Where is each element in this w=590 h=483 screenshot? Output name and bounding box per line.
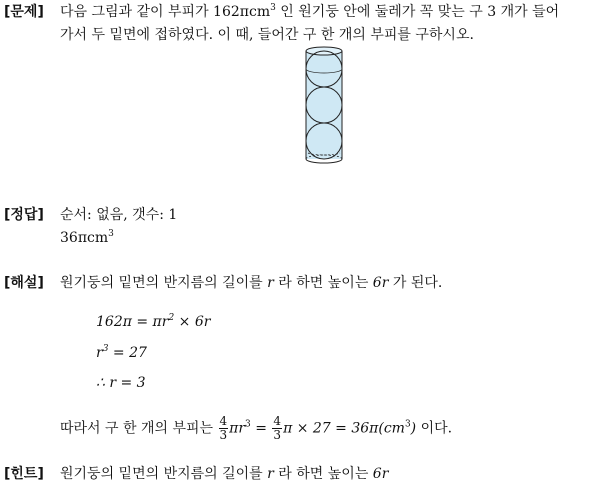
cylinder-body xyxy=(306,51,342,159)
answer-unit: cm xyxy=(87,230,109,246)
volume-unit: cm xyxy=(248,4,271,20)
problem-text: 다음 그림과 같이 부피가 xyxy=(60,4,214,20)
hint-text: 원기둥의 밑면의 반지름의 길이를 xyxy=(60,466,268,482)
hint-text: 라 하면 높이는 xyxy=(273,466,373,482)
fraction-4-3 xyxy=(219,415,229,442)
equation-2 xyxy=(96,345,147,361)
problem-line-1 xyxy=(60,1,559,21)
equation-1-lhs: 162π = πr xyxy=(96,314,169,330)
cylinder-with-spheres-figure xyxy=(300,42,350,168)
fraction-4-3 xyxy=(272,415,282,442)
volume-unit-exponent: 3 xyxy=(404,419,411,430)
volume-value: 162π xyxy=(213,4,249,20)
equals-sign: = xyxy=(250,420,272,437)
conclusion-text: 따라서 구 한 개의 부피는 xyxy=(60,420,218,437)
problem-line-2: 가서 두 밑면에 접하였다. 이 때, 들어간 구 한 개의 부피를 구하시오. xyxy=(60,27,474,43)
conclusion-text: 이다. xyxy=(416,420,453,437)
answer-value xyxy=(60,230,114,246)
explanation-tag: [해설] xyxy=(4,275,44,291)
fraction-numerator: 4 xyxy=(219,414,228,428)
hint-tag: [힌트] xyxy=(4,466,44,482)
answer-volume: 36π xyxy=(60,230,88,246)
sphere-formula-exponent: 3 xyxy=(245,419,251,430)
problem-tag: [문제] xyxy=(4,4,44,20)
answer-line-1: 순서: 없음, 갯수: 1 xyxy=(60,207,178,223)
explanation-text: 가 된다. xyxy=(388,275,443,291)
radius-variable: r xyxy=(267,275,274,291)
problem-text: 인 원기둥 안에 둘레가 꼭 맞는 구 3 개가 들어 xyxy=(275,4,560,20)
equation-1 xyxy=(96,314,210,330)
closing-paren: ) xyxy=(410,420,417,437)
fraction-denominator: 3 xyxy=(273,428,282,442)
answer-exponent: 3 xyxy=(108,229,114,239)
answer-tag: [정답] xyxy=(4,207,44,223)
fraction-numerator: 4 xyxy=(273,414,282,428)
hint-radius-variable: r xyxy=(267,466,274,482)
equation-2-exponent: 3 xyxy=(102,344,109,354)
hint-height-expression: 6r xyxy=(372,466,389,482)
explanation-text: 라 하면 높이는 xyxy=(273,275,373,291)
equation-2-lhs: r xyxy=(96,345,103,361)
equation-2-rhs: = 27 xyxy=(108,345,147,361)
equation-1-rhs: × 6r xyxy=(174,314,211,330)
sphere-formula: πr xyxy=(229,420,246,437)
height-expression: 6r xyxy=(372,275,389,291)
explanation-intro xyxy=(60,272,442,292)
explanation-text: 원기둥의 밑면의 반지름의 길이를 xyxy=(60,275,268,291)
equation-1-exponent: 2 xyxy=(168,313,175,323)
explanation-conclusion xyxy=(60,415,452,442)
equation-3: ∴ r = 3 xyxy=(96,375,146,391)
sphere-volume-calc: π × 27 = 36π(cm xyxy=(283,420,405,437)
fraction-denominator: 3 xyxy=(219,428,228,442)
hint-line xyxy=(60,463,388,483)
volume-exponent: 3 xyxy=(270,3,276,13)
cylinder-bottom-front xyxy=(306,159,342,163)
